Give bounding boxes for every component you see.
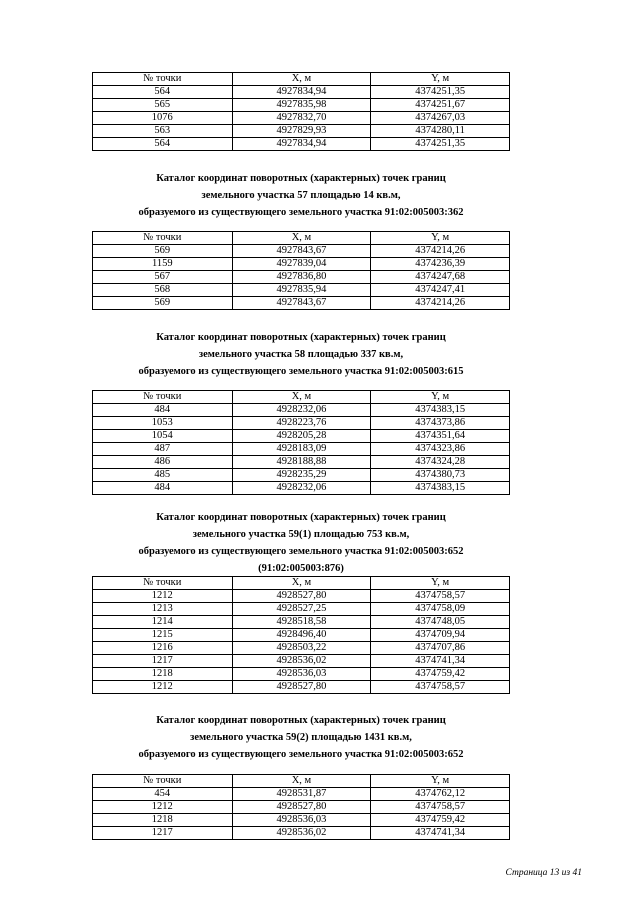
- cell-x: 4928518,58: [232, 616, 371, 629]
- cell-y: 4374380,73: [371, 469, 510, 482]
- coordinates-table: [92, 774, 510, 840]
- table-row: [93, 827, 510, 840]
- cell-y: 4374251,35: [371, 86, 510, 99]
- cell-x: 4928536,02: [232, 655, 371, 668]
- table-row: [93, 86, 510, 99]
- cell-x: 4928503,22: [232, 642, 371, 655]
- cell-point: 1214: [93, 616, 233, 629]
- table-row: [93, 284, 510, 297]
- heading-line: Каталог координат поворотных (характерных) точек границ: [156, 715, 446, 726]
- cell-point: 1212: [93, 681, 233, 694]
- cell-x: 4928527,25: [232, 603, 371, 616]
- heading-line: образуемого из существующего земельного участка 91:02:005003:615: [138, 366, 464, 377]
- header-point-number: № точки: [93, 232, 233, 245]
- cell-point: 569: [93, 245, 233, 258]
- header-y: Y, м: [371, 775, 510, 788]
- header-y: Y, м: [371, 73, 510, 86]
- cell-x: 4928183,09: [232, 443, 371, 456]
- table-row: [93, 616, 510, 629]
- cell-point: 1159: [93, 258, 233, 271]
- header-x: X, м: [232, 73, 371, 86]
- cell-x: 4927835,94: [232, 284, 371, 297]
- cell-y: 4374758,57: [371, 681, 510, 694]
- cell-x: 4928536,02: [232, 827, 371, 840]
- cell-point: 565: [93, 99, 233, 112]
- cell-point: 569: [93, 297, 233, 310]
- cell-y: 4374351,64: [371, 430, 510, 443]
- cell-x: 4928536,03: [232, 814, 371, 827]
- table-row: [93, 443, 510, 456]
- cell-x: 4928205,28: [232, 430, 371, 443]
- table-row: [93, 245, 510, 258]
- table-row: [93, 681, 510, 694]
- header-y: Y, м: [371, 391, 510, 404]
- table-row: [93, 271, 510, 284]
- cell-y: 4374709,94: [371, 629, 510, 642]
- heading-line: земельного участка 59(2) площадью 1431 кв.м,: [190, 732, 412, 743]
- cell-point: 1215: [93, 629, 233, 642]
- table-row: [93, 801, 510, 814]
- catalog-heading: [92, 170, 510, 221]
- table-row: [93, 258, 510, 271]
- table-header-row: [93, 577, 510, 590]
- cell-y: 4374324,28: [371, 456, 510, 469]
- header-point-number: № точки: [93, 391, 233, 404]
- cell-point: 1054: [93, 430, 233, 443]
- heading-line: Каталог координат поворотных (характерных) точек границ: [156, 332, 446, 343]
- cell-x: 4927834,94: [232, 138, 371, 151]
- coordinates-table: [92, 231, 510, 310]
- cell-y: 4374759,42: [371, 668, 510, 681]
- table-header-row: [93, 775, 510, 788]
- cell-point: 486: [93, 456, 233, 469]
- catalog-heading: [92, 712, 510, 763]
- cell-point: 454: [93, 788, 233, 801]
- cell-x: 4928232,06: [232, 404, 371, 417]
- table-row: [93, 590, 510, 603]
- cell-point: 485: [93, 469, 233, 482]
- cell-point: 1053: [93, 417, 233, 430]
- cell-point: 1217: [93, 827, 233, 840]
- heading-line: образуемого из существующего земельного участка 91:02:005003:652: [138, 546, 464, 557]
- heading-line: земельного участка 58 площадью 337 кв.м,: [198, 349, 404, 360]
- cell-x: 4927843,67: [232, 245, 371, 258]
- cell-point: 563: [93, 125, 233, 138]
- table-row: [93, 125, 510, 138]
- cell-y: 4374236,39: [371, 258, 510, 271]
- cell-point: 484: [93, 482, 233, 495]
- cell-x: 4927832,70: [232, 112, 371, 125]
- header-point-number: № точки: [93, 73, 233, 86]
- heading-line: земельного участка 57 площадью 14 кв.м,: [201, 190, 401, 201]
- table-header-row: [93, 73, 510, 86]
- table-row: [93, 456, 510, 469]
- cell-point: 1212: [93, 801, 233, 814]
- table-row: [93, 603, 510, 616]
- cell-y: 4374280,11: [371, 125, 510, 138]
- cell-y: 4374323,86: [371, 443, 510, 456]
- coordinates-table: [92, 390, 510, 495]
- cell-point: 564: [93, 86, 233, 99]
- table-row: [93, 297, 510, 310]
- table-row: [93, 430, 510, 443]
- cell-y: 4374214,26: [371, 297, 510, 310]
- header-x: X, м: [232, 232, 371, 245]
- header-x: X, м: [232, 577, 371, 590]
- cell-point: 568: [93, 284, 233, 297]
- cell-y: 4374758,57: [371, 801, 510, 814]
- cell-point: 1216: [93, 642, 233, 655]
- cell-point: 1218: [93, 814, 233, 827]
- heading-line: земельного участка 59(1) площадью 753 кв.м,: [192, 529, 410, 540]
- cell-point: 1217: [93, 655, 233, 668]
- catalog-heading: [92, 509, 510, 577]
- table-row: [93, 788, 510, 801]
- table-row: [93, 629, 510, 642]
- table-row: [93, 482, 510, 495]
- cell-x: 4928527,80: [232, 681, 371, 694]
- heading-line: (91:02:005003:876): [258, 563, 344, 574]
- table-row: [93, 417, 510, 430]
- cell-y: 4374762,12: [371, 788, 510, 801]
- cell-x: 4927835,98: [232, 99, 371, 112]
- table-row: [93, 469, 510, 482]
- cell-point: 484: [93, 404, 233, 417]
- cell-x: 4928531,87: [232, 788, 371, 801]
- cell-x: 4927843,67: [232, 297, 371, 310]
- table-header-row: [93, 232, 510, 245]
- table-row: [93, 404, 510, 417]
- cell-y: 4374748,05: [371, 616, 510, 629]
- cell-y: 4374758,09: [371, 603, 510, 616]
- cell-point: 567: [93, 271, 233, 284]
- cell-y: 4374741,34: [371, 827, 510, 840]
- cell-x: 4928232,06: [232, 482, 371, 495]
- table-row: [93, 112, 510, 125]
- header-x: X, м: [232, 775, 371, 788]
- cell-x: 4927834,94: [232, 86, 371, 99]
- cell-point: 1213: [93, 603, 233, 616]
- header-point-number: № точки: [93, 775, 233, 788]
- cell-y: 4374758,57: [371, 590, 510, 603]
- heading-line: Каталог координат поворотных (характерных) точек границ: [156, 173, 446, 184]
- cell-point: 487: [93, 443, 233, 456]
- heading-line: Каталог координат поворотных (характерных) точек границ: [156, 512, 446, 523]
- cell-y: 4374383,15: [371, 482, 510, 495]
- cell-point: 1218: [93, 668, 233, 681]
- cell-y: 4374251,35: [371, 138, 510, 151]
- cell-y: 4374707,86: [371, 642, 510, 655]
- cell-y: 4374759,42: [371, 814, 510, 827]
- cell-x: 4927836,80: [232, 271, 371, 284]
- cell-x: 4928527,80: [232, 801, 371, 814]
- header-y: Y, м: [371, 232, 510, 245]
- header-x: X, м: [232, 391, 371, 404]
- cell-x: 4928496,40: [232, 629, 371, 642]
- cell-x: 4928235,29: [232, 469, 371, 482]
- cell-y: 4374247,68: [371, 271, 510, 284]
- cell-x: 4928223,76: [232, 417, 371, 430]
- table-header-row: [93, 391, 510, 404]
- cell-point: 564: [93, 138, 233, 151]
- cell-x: 4928536,03: [232, 668, 371, 681]
- catalog-heading: [92, 329, 510, 380]
- coordinates-table: [92, 72, 510, 151]
- cell-y: 4374247,41: [371, 284, 510, 297]
- cell-y: 4374383,15: [371, 404, 510, 417]
- coordinates-table: [92, 576, 510, 694]
- table-row: [93, 814, 510, 827]
- header-point-number: № точки: [93, 577, 233, 590]
- cell-y: 4374251,67: [371, 99, 510, 112]
- cell-point: 1212: [93, 590, 233, 603]
- cell-x: 4928188,88: [232, 456, 371, 469]
- page-number-footer: Страница 13 из 41: [505, 868, 582, 878]
- table-row: [93, 655, 510, 668]
- cell-x: 4927839,04: [232, 258, 371, 271]
- cell-y: 4374214,26: [371, 245, 510, 258]
- table-row: [93, 642, 510, 655]
- cell-x: 4928527,80: [232, 590, 371, 603]
- cell-y: 4374373,86: [371, 417, 510, 430]
- cell-x: 4927829,93: [232, 125, 371, 138]
- cell-y: 4374267,03: [371, 112, 510, 125]
- table-row: [93, 138, 510, 151]
- table-row: [93, 668, 510, 681]
- cell-y: 4374741,34: [371, 655, 510, 668]
- heading-line: образуемого из существующего земельного участка 91:02:005003:362: [138, 207, 464, 218]
- header-y: Y, м: [371, 577, 510, 590]
- heading-line: образуемого из существующего земельного участка 91:02:005003:652: [138, 749, 464, 760]
- table-row: [93, 99, 510, 112]
- cell-point: 1076: [93, 112, 233, 125]
